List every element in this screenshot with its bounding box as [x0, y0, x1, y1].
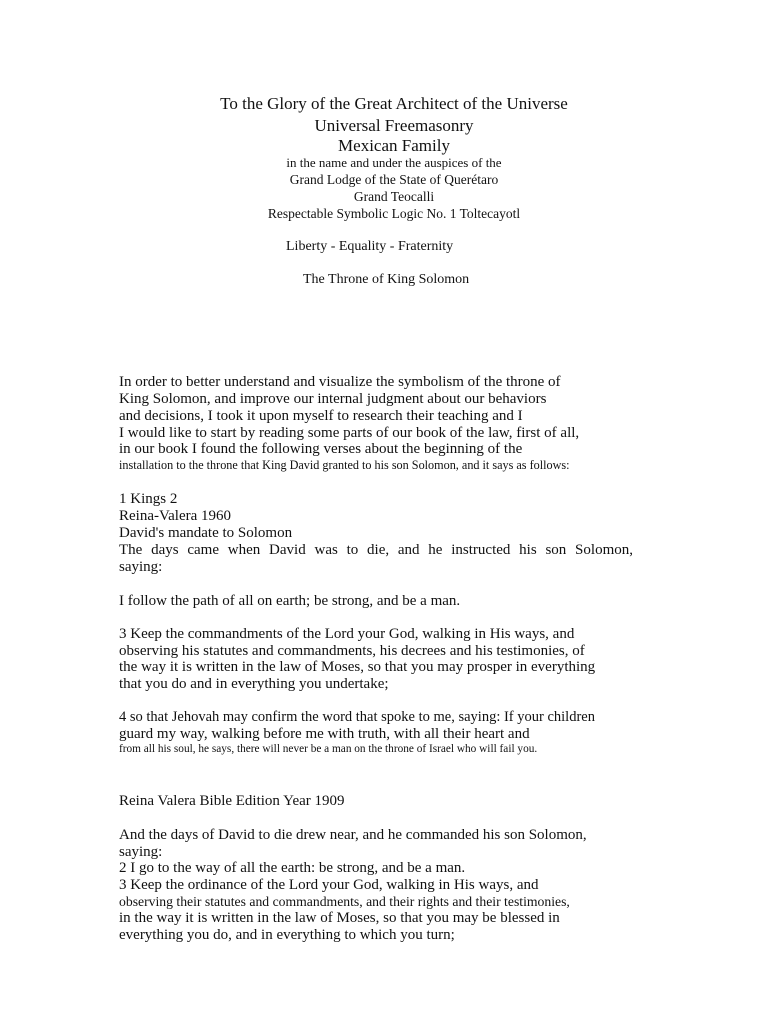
verse-line: And the days of David to die drew near, and he commanded his son Solomon, — [119, 827, 587, 843]
verse-line: guard my way, walking before me with truth, with all their heart and — [119, 726, 530, 742]
verse-line: observing his statutes and commandments, his decrees and his testimonies, of — [119, 643, 585, 659]
intro-line: King Solomon, and improve our internal judgment about our behaviors — [119, 391, 547, 407]
verse-line: 2 I go to the way of all the earth: be strong, and be a man. — [119, 860, 466, 876]
intro-line: I would like to start by reading some parts of our book of the law, first of all, — [119, 425, 580, 441]
header-line-auspices: in the name and under the auspices of the — [286, 155, 502, 170]
verse-line: saying: — [119, 559, 163, 575]
section-heading: David's mandate to Solomon — [119, 525, 293, 541]
section-heading: Reina Valera Bible Edition Year 1909 — [119, 793, 345, 809]
header-line-teocalli: Grand Teocalli — [353, 189, 435, 204]
header-line-grand-lodge: Grand Lodge of the State of Querétaro — [289, 172, 499, 187]
header-line-dedication: To the Glory of the Great Architect of the Universe — [220, 94, 568, 113]
verse-line: The days came when David was to die, and he instructed his son Solomon, — [119, 542, 633, 558]
bible-version: Reina-Valera 1960 — [119, 508, 232, 524]
verse-line: saying: — [119, 844, 163, 860]
verse-line: I follow the path of all on earth; be strong, and be a man. — [119, 593, 461, 609]
verse-line: 3 Keep the ordinance of the Lord your God, walking in His ways, and — [119, 877, 539, 893]
header-line-lodge-name: Respectable Symbolic Logic No. 1 Toltecayotl — [267, 206, 521, 221]
verse-line: in the way it is written in the law of Moses, so that you may be blessed in — [119, 910, 560, 926]
intro-line: and decisions, I took it upon myself to research their teaching and I — [119, 408, 523, 424]
verse-line: observing their statutes and commandments, and their rights and their testimonies, — [119, 894, 570, 909]
verse-line: the way it is written in the law of Moses, so that you may prosper in everything — [119, 659, 596, 675]
header-line-freemasonry: Universal Freemasonry — [314, 116, 474, 135]
verse-line: 3 Keep the commandments of the Lord your God, walking in His ways, and — [119, 626, 575, 642]
verse-line: that you do and in everything you undertake; — [119, 676, 389, 692]
verse-line: 4 so that Jehovah may confirm the word that spoke to me, saying: If your children — [119, 709, 595, 725]
intro-line: installation to the throne that King David granted to his son Solomon, and it says as follows: — [119, 458, 570, 472]
verse-line: everything you do, and in everything to which you turn; — [119, 927, 455, 943]
intro-line: in our book I found the following verses about the beginning of the — [119, 441, 523, 457]
verse-line: from all his soul, he says, there will never be a man on the throne of Israel who will fail you. — [119, 743, 538, 755]
document-title: The Throne of King Solomon — [303, 272, 470, 287]
scripture-reference: 1 Kings 2 — [119, 491, 178, 507]
intro-line: In order to better understand and visualize the symbolism of the throne of — [119, 374, 561, 390]
header-line-family: Mexican Family — [338, 136, 450, 155]
motto: Liberty - Equality - Fraternity — [286, 239, 454, 254]
